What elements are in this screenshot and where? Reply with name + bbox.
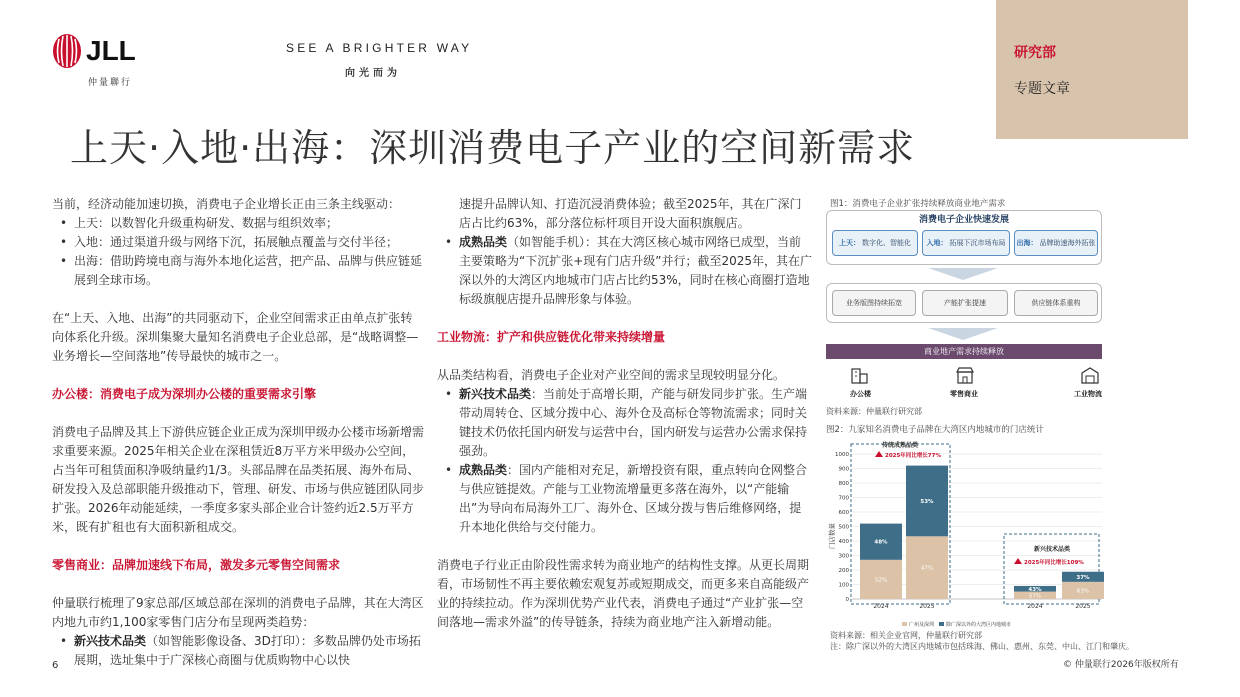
y-tick-label: 300 bbox=[838, 553, 849, 560]
section-heading-retail: 零售商业：品牌加速线下布局，激发多元零售空间需求 bbox=[52, 558, 341, 572]
group-annotation-mature: 2025年同比增长77% bbox=[885, 453, 941, 459]
list-item bbox=[437, 385, 813, 461]
x-tick-label: 2025 bbox=[1075, 603, 1091, 610]
retail-store-icon bbox=[955, 366, 975, 384]
tagline-chinese: 向光而为 bbox=[345, 68, 401, 79]
figure2-caption: 图2：九家知名消费电子品牌在大湾区内地城市的门店统计 bbox=[826, 425, 1044, 435]
paragraph: 从品类结构看，消费电子企业对产业空间的需求呈现较明显分化。 bbox=[437, 368, 786, 382]
chevron-down-icon bbox=[928, 268, 998, 280]
data-label: 53% bbox=[920, 498, 934, 505]
department-box bbox=[996, 0, 1188, 139]
y-tick-label: 900 bbox=[838, 466, 849, 473]
pill-lead: 出海： bbox=[1016, 239, 1038, 247]
driver-list bbox=[52, 214, 424, 290]
bullet-text: （如智能手机）：其在大湾区核心城市网络已成型，当前主要策略为“下沉扩张+现有门店升级”并行；截至2025年，其在广深以外的大湾区内地城市门店占比约53%，同时在核心商圈打造地标级旗舰店提升品牌形象与体验。 bbox=[459, 235, 813, 306]
y-tick-label: 500 bbox=[838, 524, 849, 531]
paragraph: 消费电子行业正由阶段性需求转为商业地产的结构性支撑。从更长周期看，市场韧性不再主要依赖宏观复苏或短期成交，而更多来自高能级产业的持续拉动。作为深圳优势产业代表，消费电子通过“产业扩张—空间落地—需求外溢”的传导链条，持续为商业地产注入新增动能。 bbox=[437, 558, 810, 629]
pill-text: 拓展下沉市场布局 bbox=[949, 239, 1006, 247]
chart-bars bbox=[860, 466, 1104, 600]
figure1-box: 供应链体系重构 bbox=[1014, 290, 1098, 316]
y-tick-label: 100 bbox=[838, 582, 849, 589]
figure1-box: 产能扩张提速 bbox=[922, 290, 1008, 316]
figure1-heading: 消费电子企业快速发展 bbox=[918, 215, 1009, 225]
bullet-text: ：国内产能相对充足，新增投资有限，重点转向仓网整合与供应链提效。产能与工业物流增量更多落在海外，以“产能输出”为导向布局海外工厂、海外仓、区域分拨与售后维修网络，提升本地化供给与交付能力。 bbox=[459, 463, 808, 534]
data-label: 43% bbox=[1028, 586, 1042, 593]
jll-logo-icon bbox=[52, 33, 82, 69]
y-tick-label: 0 bbox=[845, 597, 849, 603]
jll-logo bbox=[52, 33, 142, 91]
column-middle bbox=[437, 195, 813, 632]
figure1-source: 资料来源：仲量联行研究部 bbox=[826, 407, 922, 416]
figure1-box: 业务版图持续拓宽 bbox=[832, 290, 916, 316]
page-number: 6 bbox=[52, 660, 59, 671]
column-left bbox=[52, 195, 424, 670]
x-tick-label: 2024 bbox=[873, 603, 889, 610]
figure2-source: 资料来源：相关企业官网，仲量联行研究部 bbox=[830, 631, 982, 640]
pill-text: 品牌助速海外拓张 bbox=[1039, 239, 1096, 247]
legend-label-other: 除广深以外的大湾区内地城市 bbox=[946, 622, 1012, 628]
y-tick-label: 800 bbox=[838, 481, 849, 487]
paragraph: 仲量联行梳理了9家总部/区域总部在深圳的消费电子品牌，其在大湾区内地九市约1,100家零售门店分布呈现两类趋势： bbox=[52, 596, 424, 629]
figure1-pill bbox=[832, 230, 918, 256]
y-tick-label: 600 bbox=[838, 510, 849, 516]
industrial-logistics-icon bbox=[1080, 366, 1100, 384]
triangle-up-icon bbox=[1014, 558, 1022, 564]
chart-y-ticks bbox=[835, 452, 850, 603]
data-label: 52% bbox=[874, 577, 888, 584]
figure1-caption: 图1：消费电子企业扩张持续释放商业地产需求 bbox=[830, 199, 1006, 209]
intro-paragraph: 当前，经济动能加速切换，消费电子企业增长正由三条主线驱动： bbox=[52, 197, 401, 211]
group-title-mature: 传统成熟品类 bbox=[881, 442, 919, 449]
paragraph: 消费电子品牌及其上下游供应链企业正成为深圳甲级办公楼市场新增需求重要来源。2025年相关企业在深租赁近8万平方米甲级办公空间，占当年可租赁面积净吸纳量约1/3。头部品牌在品类拓展、海外布局、研发投入及总部职能升级推动下，管理、研发、市场与供应链团队同步扩张。2026年动能延续，一季度多家头部企业合计签约近2.5万平方米，既有扩租也有大面积新租成交。 bbox=[52, 425, 425, 534]
list-item bbox=[52, 632, 424, 670]
logo-text: JLL bbox=[86, 35, 136, 66]
data-label: 63% bbox=[1076, 588, 1090, 595]
legend-label-gz-sz: 广州及深圳 bbox=[909, 622, 935, 628]
retail-list-continued bbox=[437, 233, 813, 309]
y-tick-label: 1000 bbox=[835, 452, 849, 458]
list-item: • 入地：通过渠道升级与网络下沉，拓展触点覆盖与交付半径； bbox=[52, 233, 424, 252]
data-label: 57% bbox=[1028, 593, 1042, 600]
page-title: 上天·入地·出海：深圳消费电子产业的空间新需求 bbox=[70, 126, 916, 170]
industrial-list bbox=[437, 385, 813, 537]
x-tick-label: 2025 bbox=[919, 603, 935, 610]
store-count-chart bbox=[822, 436, 1106, 642]
legend-swatch-gz-sz bbox=[902, 622, 907, 626]
data-label: 37% bbox=[1076, 574, 1090, 581]
icon-label: 零售商业 bbox=[950, 390, 978, 398]
group-title-emerging: 新兴技术品类 bbox=[1033, 546, 1071, 553]
tagline: SEE A BRIGHTER WAY bbox=[286, 41, 473, 55]
bullet-head: 成熟品类 bbox=[459, 463, 508, 477]
figure1-pill bbox=[922, 230, 1010, 256]
copyright: © 仲量联行2026年版权所有 bbox=[1063, 660, 1179, 670]
group-annotation-emerging: 2025年同比增长109% bbox=[1024, 560, 1084, 566]
bullet-text: （如智能影像设备、3D打印）：多数品牌仍处市场拓展期，选址集中于广深核心商圈与优质购物中心以快 bbox=[74, 634, 421, 667]
y-tick-label: 400 bbox=[838, 539, 849, 545]
figure2-note: 注：除广深以外的大湾区内地城市包括珠海、佛山、惠州、东莞、中山、江门和肇庆。 bbox=[830, 642, 1134, 651]
list-item: • 出海：借助跨境电商与海外本地化运营，把产品、品牌与供应链延展到全球市场。 bbox=[52, 252, 424, 290]
legend-swatch-other bbox=[939, 622, 944, 626]
list-item bbox=[437, 233, 813, 309]
paragraph: 在“上天、入地、出海”的共同驱动下，企业空间需求正由单点扩张转向体系化升级。深圳集聚大量知名消费电子企业总部，是“战略调整—业务增长—空间落地”传导最快的城市之一。 bbox=[52, 311, 419, 363]
logo-subtitle: 仲量聯行 bbox=[88, 78, 133, 88]
figure1-pill bbox=[1014, 230, 1098, 256]
data-label: 48% bbox=[874, 539, 888, 546]
x-tick-label: 2024 bbox=[1027, 603, 1043, 610]
article-type: 专题文章 bbox=[1014, 81, 1070, 97]
bullet-head: 新兴技术品类 bbox=[74, 634, 147, 648]
pill-lead: 上天： bbox=[839, 239, 860, 247]
list-item bbox=[437, 461, 813, 537]
section-heading-industrial: 工业物流：扩产和供应链优化带来持续增量 bbox=[437, 330, 666, 344]
chevron-down-icon bbox=[928, 328, 998, 340]
department-title: 研究部 bbox=[1014, 45, 1056, 61]
figure1-demand-bar: 商业地产需求持续释放 bbox=[826, 344, 1102, 359]
list-item: • 上天：以数智化升级重构研发、数据与组织效率； bbox=[52, 214, 424, 233]
y-tick-label: 700 bbox=[838, 495, 849, 502]
icon-label: 工业物流 bbox=[1074, 390, 1102, 398]
retail-list bbox=[52, 632, 424, 670]
y-tick-label: 200 bbox=[838, 568, 849, 574]
chart-y-axis-label: 门店数量 bbox=[828, 523, 836, 549]
icon-label: 办公楼 bbox=[850, 390, 871, 398]
section-heading-office: 办公楼：消费电子成为深圳办公楼的重要需求引擎 bbox=[52, 387, 317, 401]
data-label: 47% bbox=[920, 565, 934, 572]
bullet-text: ：当前处于高增长期，产能与研发同步扩张。生产端带动周转仓、区域分拨中心、海外仓及高标仓等物流需求；同时关键技术仍依托国内研发与运营中台，国内研发与运营办公需求保持强劲。 bbox=[459, 387, 808, 458]
continued-text: 速提升品牌认知、打造沉浸消费体验；截至2025年，其在广深门店占比约63%，部分落位标杆项目开设大面积旗舰店。 bbox=[459, 197, 802, 230]
pill-lead: 入地： bbox=[926, 239, 948, 247]
bullet-head: 成熟品类 bbox=[459, 235, 508, 249]
bullet-head: 新兴技术品类 bbox=[459, 387, 532, 401]
office-building-icon bbox=[850, 366, 870, 384]
pill-text: 数字化、智能化 bbox=[862, 239, 911, 247]
